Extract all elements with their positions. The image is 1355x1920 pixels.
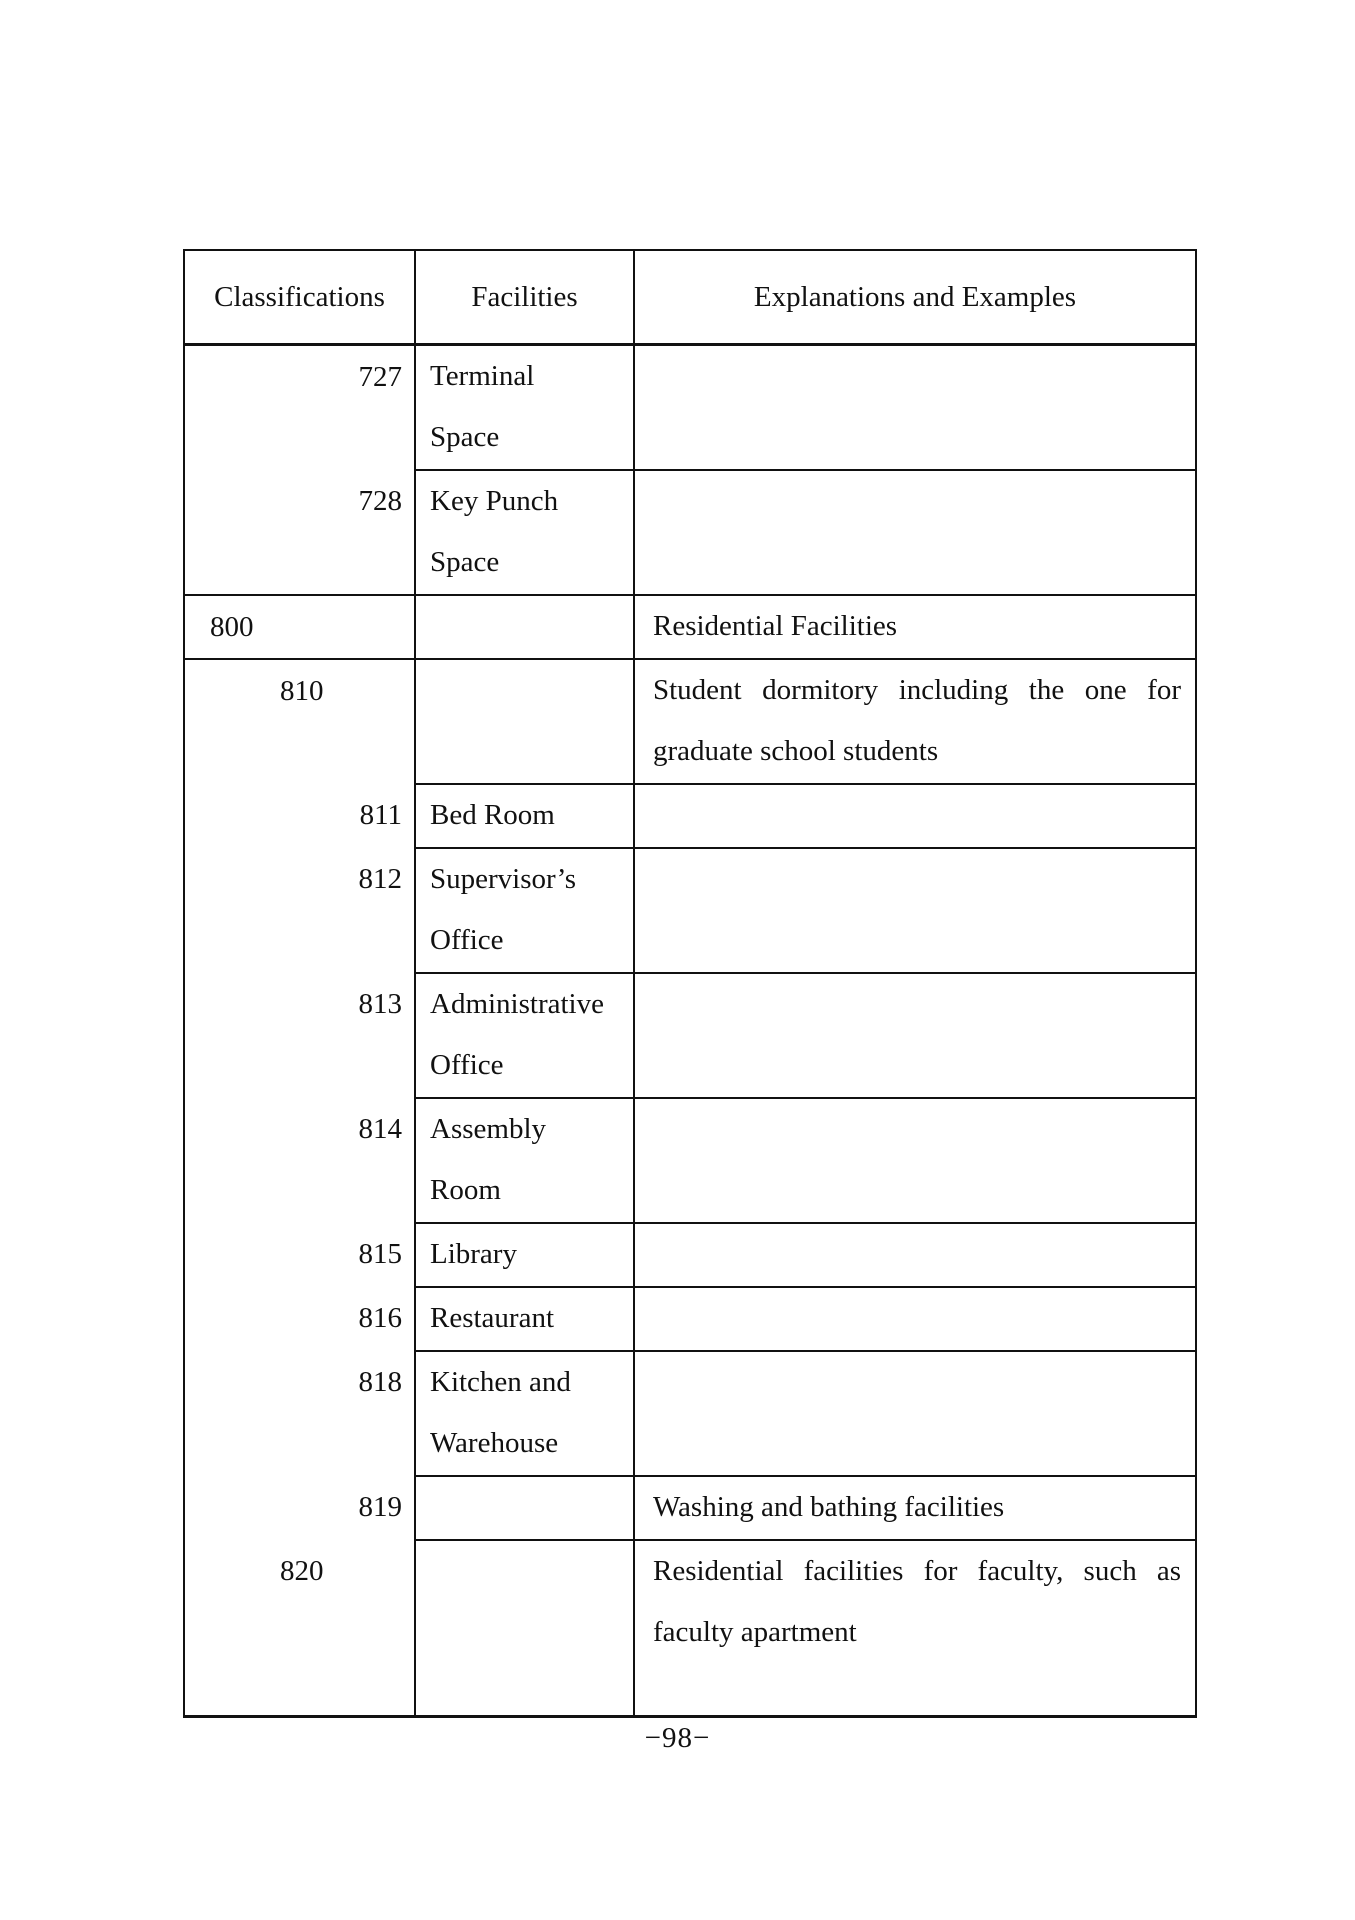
- classification-cell: [184, 1540, 415, 1717]
- explanation-cell: [634, 973, 1196, 1098]
- explanation-cell: [634, 1098, 1196, 1223]
- classification-code: 813: [358, 988, 402, 1020]
- classification-code: 818: [358, 1366, 402, 1398]
- explanation-cell: [634, 1476, 1196, 1540]
- table-row: [184, 595, 1196, 659]
- header-classifications: Classifications: [184, 250, 415, 345]
- explanation-cell: [634, 1351, 1196, 1476]
- classification-code: 811: [359, 799, 402, 831]
- facility-cell: [415, 595, 634, 659]
- table-row: [184, 1098, 1196, 1223]
- explanation-cell: [634, 470, 1196, 595]
- explanation-cell: [634, 1540, 1196, 1717]
- facility-cell: [415, 1540, 634, 1717]
- explanation-cell: [634, 659, 1196, 784]
- explanation-cell: [634, 1223, 1196, 1287]
- classification-cell: [184, 1287, 415, 1351]
- classification-code: 728: [358, 485, 402, 517]
- explanation-text: Washing and bathing facilities: [653, 1491, 1005, 1523]
- table-row: [184, 659, 1196, 784]
- table-row: [184, 1223, 1196, 1287]
- table-row: [184, 973, 1196, 1098]
- facility-cell: [415, 1098, 634, 1223]
- classification-code: 819: [358, 1491, 402, 1523]
- table-row: [184, 1476, 1196, 1540]
- header-explanations: Explanations and Examples: [634, 250, 1196, 345]
- facility-name: Bed Room: [430, 799, 555, 831]
- facility-cell: [415, 1223, 634, 1287]
- table-row: [184, 1540, 1196, 1717]
- facility-name: Library: [430, 1238, 517, 1270]
- page-number: −98−: [644, 1722, 711, 1754]
- table-row: [184, 1351, 1196, 1476]
- facility-cell: [415, 659, 634, 784]
- facility-name: Administrative Office: [430, 988, 604, 1081]
- classification-cell: [184, 784, 415, 848]
- explanation-text: Residential Facilities: [653, 610, 898, 642]
- facility-cell: [415, 345, 634, 471]
- explanation-cell: [634, 1287, 1196, 1351]
- explanation-cell: [634, 784, 1196, 848]
- classification-cell: [184, 1223, 415, 1287]
- facility-name: Terminal Space: [430, 360, 535, 453]
- facility-name: Key Punch Space: [430, 485, 559, 578]
- table-row: [184, 470, 1196, 595]
- classification-cell: [184, 848, 415, 973]
- classification-table: [183, 249, 1197, 1718]
- classification-cell: [184, 470, 415, 595]
- explanation-text: Student dormitory including the one for graduate school students: [653, 674, 1181, 767]
- classification-cell: [184, 1351, 415, 1476]
- table-row: [184, 1287, 1196, 1351]
- facility-name: Kitchen and Warehouse: [430, 1366, 571, 1459]
- explanation-cell: [634, 595, 1196, 659]
- facility-name: Supervisor’s Office: [430, 863, 577, 956]
- facility-cell: [415, 1476, 634, 1540]
- facility-cell: [415, 848, 634, 973]
- facility-cell: [415, 973, 634, 1098]
- explanation-cell: [634, 345, 1196, 471]
- classification-code: 812: [358, 863, 402, 895]
- classification-code: 800: [210, 611, 254, 643]
- table-row: [184, 784, 1196, 848]
- explanation-cell: [634, 848, 1196, 973]
- classification-code: 727: [358, 361, 402, 393]
- facility-name: Assembly Room: [430, 1113, 546, 1206]
- table-row: [184, 848, 1196, 973]
- classification-cell: [184, 1476, 415, 1540]
- facility-cell: [415, 470, 634, 595]
- classification-code: 814: [358, 1113, 402, 1145]
- facility-cell: [415, 1287, 634, 1351]
- classification-code: 810: [280, 675, 324, 707]
- table-header-row: [184, 250, 1196, 345]
- explanation-text: Residential facilities for faculty, such as faculty apartment: [653, 1555, 1181, 1648]
- classification-cell: [184, 345, 415, 471]
- header-facilities: Facilities: [415, 250, 634, 345]
- classification-code: 820: [280, 1555, 324, 1587]
- classification-cell: [184, 595, 415, 659]
- table-row: [184, 345, 1196, 471]
- facility-cell: [415, 784, 634, 848]
- classification-code: 815: [358, 1238, 402, 1270]
- facility-cell: [415, 1351, 634, 1476]
- classification-cell: [184, 1098, 415, 1223]
- classification-cell: [184, 973, 415, 1098]
- facility-name: Restaurant: [430, 1302, 555, 1334]
- classification-code: 816: [358, 1302, 402, 1334]
- classification-cell: [184, 659, 415, 784]
